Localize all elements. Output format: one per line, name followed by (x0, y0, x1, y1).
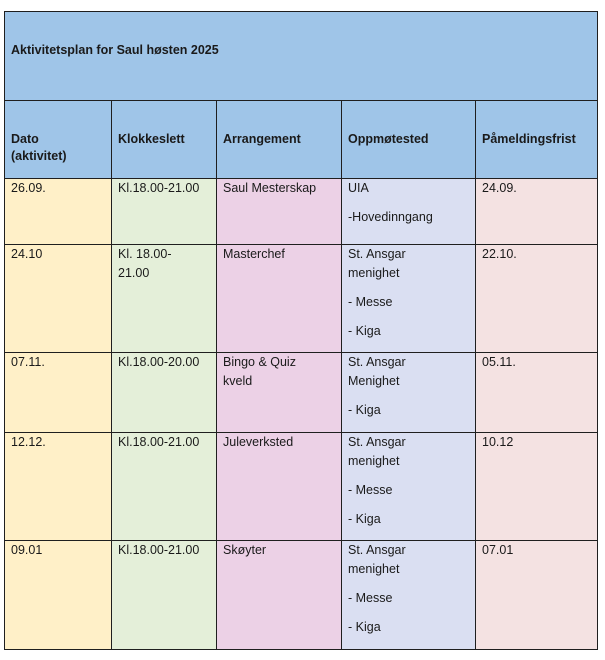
cell-klokkeslett (112, 179, 217, 245)
cell-klokkeslett (112, 541, 217, 650)
header-arrangement-label: Arrangement (223, 132, 301, 146)
cell-klokkeslett (112, 353, 217, 433)
cell-frist-text: 07.01 (482, 543, 514, 557)
cell-arrangement-text: Bingo & Quiz (223, 355, 296, 369)
cell-oppmotested-text: - Messe (348, 295, 393, 309)
cell-klokkeslett-text: Kl.18.00-21.00 (118, 181, 200, 195)
cell-frist (476, 433, 598, 541)
cell-dato-text: 07.11. (11, 355, 45, 369)
cell-dato (5, 353, 112, 433)
cell-dato-text: 26.09. (11, 181, 46, 195)
cell-frist (476, 353, 598, 433)
cell-arrangement-text: Saul Mesterskap (223, 181, 317, 195)
cell-klokkeslett-text: Kl. 18.00- (118, 247, 172, 261)
header-dato (5, 101, 112, 179)
table-title: Aktivitetsplan for Saul høsten 2025 (11, 43, 219, 57)
header-row (5, 101, 598, 179)
table-title-cell (5, 12, 598, 101)
header-arrangement (217, 101, 342, 179)
cell-arrangement (217, 179, 342, 245)
cell-arrangement (217, 353, 342, 433)
cell-frist (476, 179, 598, 245)
cell-oppmotested-text: St. Ansgar (348, 543, 406, 557)
title-row (5, 12, 598, 101)
table-row (5, 433, 598, 541)
header-dato-sublabel: (aktivitet) (11, 149, 67, 163)
cell-oppmotested-text: UIA (348, 181, 369, 195)
cell-dato (5, 179, 112, 245)
cell-oppmotested-text: Menighet (348, 374, 400, 388)
cell-klokkeslett (112, 433, 217, 541)
cell-oppmotested (342, 541, 476, 650)
header-dato-label: Dato (11, 132, 39, 146)
activity-plan-table (4, 11, 598, 650)
cell-oppmotested (342, 179, 476, 245)
header-klokkeslett (112, 101, 217, 179)
cell-arrangement (217, 245, 342, 353)
cell-oppmotested (342, 353, 476, 433)
table-row (5, 179, 598, 245)
cell-frist (476, 245, 598, 353)
cell-arrangement-text: Juleverksted (223, 435, 294, 449)
header-oppmotested-label: Oppmøtested (348, 132, 429, 146)
cell-dato (5, 245, 112, 353)
cell-klokkeslett-text: Kl.18.00-20.00 (118, 355, 200, 369)
cell-oppmotested (342, 245, 476, 353)
cell-klokkeslett-text: 21.00 (118, 266, 150, 280)
header-frist (476, 101, 598, 179)
cell-oppmotested-text: - Kiga (348, 620, 381, 634)
table-row (5, 541, 598, 650)
cell-klokkeslett-text: Kl.18.00-21.00 (118, 543, 200, 557)
cell-arrangement (217, 433, 342, 541)
cell-dato (5, 541, 112, 650)
cell-arrangement-text: Skøyter (223, 543, 267, 557)
cell-frist-text: 24.09. (482, 181, 517, 195)
cell-arrangement (217, 541, 342, 650)
cell-oppmotested-text: - Messe (348, 483, 393, 497)
cell-oppmotested-text: menighet (348, 454, 400, 468)
cell-oppmotested-text: St. Ansgar (348, 435, 406, 449)
table-row (5, 353, 598, 433)
cell-dato-text: 09.01 (11, 543, 43, 557)
cell-oppmotested-text: menighet (348, 266, 400, 280)
cell-oppmotested-text: St. Ansgar (348, 247, 406, 261)
cell-oppmotested (342, 433, 476, 541)
cell-oppmotested-text: menighet (348, 562, 400, 576)
cell-dato (5, 433, 112, 541)
cell-oppmotested-text: - Messe (348, 591, 393, 605)
cell-dato-text: 24.10 (11, 247, 43, 261)
cell-klokkeslett-text: Kl.18.00-21.00 (118, 435, 200, 449)
header-klokkeslett-label: Klokkeslett (118, 132, 185, 146)
cell-oppmotested-text: St. Ansgar (348, 355, 406, 369)
table-body (5, 179, 598, 650)
cell-frist-text: 10.12 (482, 435, 514, 449)
cell-oppmotested-text: - Kiga (348, 324, 381, 338)
header-frist-label: Påmeldingsfrist (482, 132, 576, 146)
cell-oppmotested-text: -Hovedinngang (348, 210, 433, 224)
header-oppmotested (342, 101, 476, 179)
cell-frist (476, 541, 598, 650)
cell-arrangement-text: Masterchef (223, 247, 285, 261)
cell-oppmotested-text: - Kiga (348, 403, 381, 417)
cell-oppmotested-text: - Kiga (348, 512, 381, 526)
cell-frist-text: 05.11. (482, 355, 516, 369)
cell-arrangement-text: kveld (223, 374, 253, 388)
cell-klokkeslett (112, 245, 217, 353)
table-row (5, 245, 598, 353)
cell-frist-text: 22.10. (482, 247, 517, 261)
cell-dato-text: 12.12. (11, 435, 46, 449)
